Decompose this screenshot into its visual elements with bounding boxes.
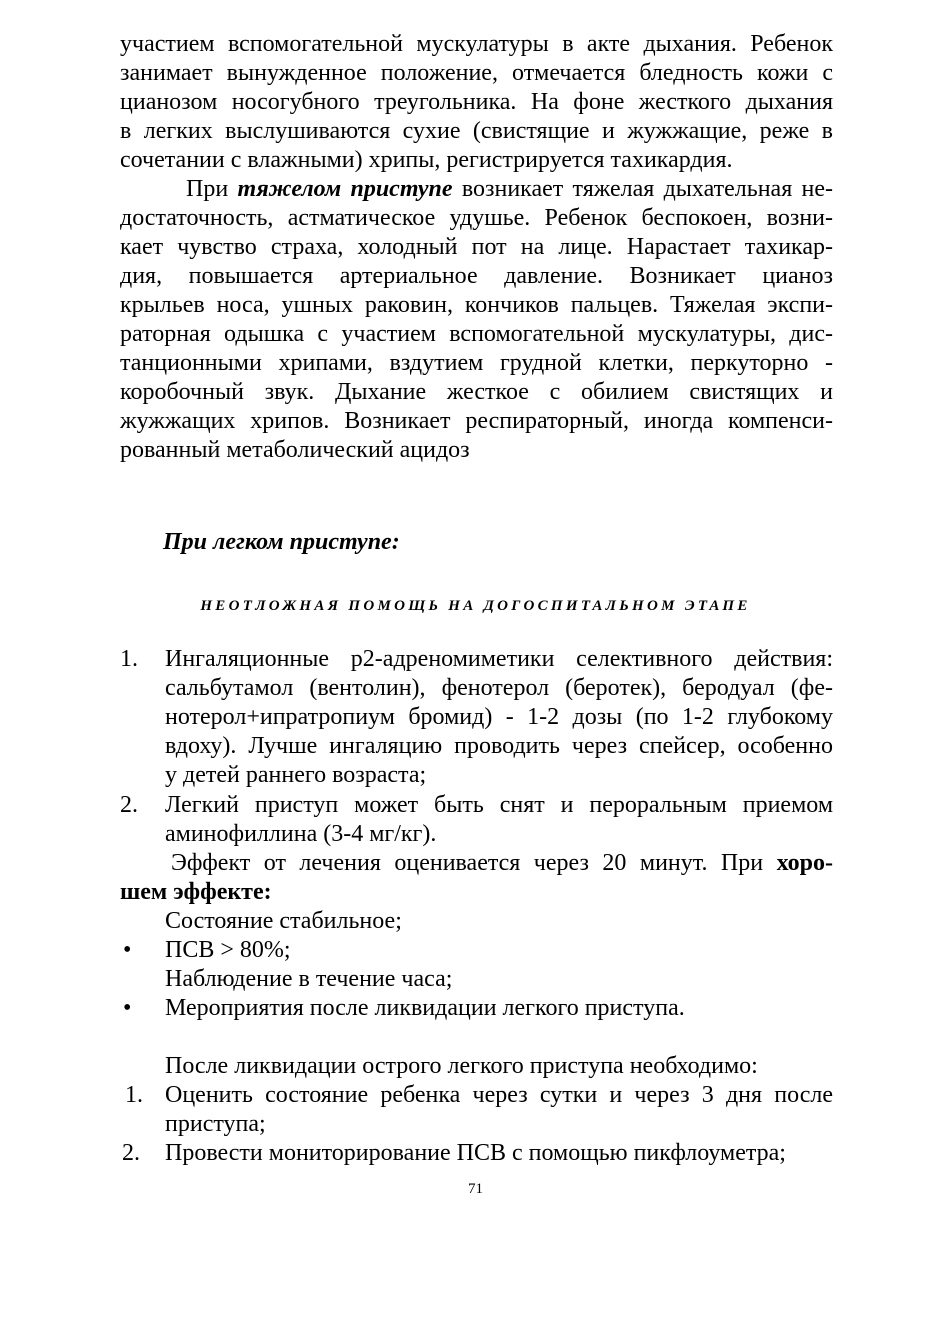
text-line: Состояние стабильное; bbox=[165, 908, 402, 934]
text-line: После ликвидации острого легкого приступа необходимо: bbox=[165, 1053, 758, 1079]
text-line: рованный метаболический ацидоз bbox=[120, 437, 470, 463]
text-line: ПСВ > 80%; bbox=[165, 937, 291, 963]
text-line: коробочный звук. Дыхание жесткое с обилием свистящих и bbox=[120, 379, 833, 405]
bold-fragment: хоро- bbox=[776, 850, 833, 876]
text-fragment: Эффект от лечения оценивается через 20 минут. При bbox=[171, 850, 777, 876]
text-line: у детей раннего возраста; bbox=[165, 762, 427, 788]
text-line: кает чувство страха, холодный пот на лице. Нарастает тахикар- bbox=[120, 234, 833, 260]
text-fragment: возникает тяжелая дыхательная не- bbox=[452, 176, 834, 202]
text-line: Мероприятия после ликвидации легкого приступа. bbox=[165, 995, 685, 1021]
text-line: жужжащих хрипов. Возникает респираторный, иногда компенси- bbox=[120, 408, 833, 434]
text-line: раторная одышка с участием вспомогательной мускулатуры, дис- bbox=[120, 321, 833, 347]
section-heading: При легком приступе: bbox=[163, 529, 400, 555]
text-line: крыльев носа, ушных раковин, кончиков пальцев. Тяжелая экспи- bbox=[120, 292, 833, 318]
text-fragment: При bbox=[186, 176, 238, 202]
text-line bbox=[120, 175, 833, 204]
section-subheading: НЕОТЛОЖНАЯ ПОМОЩЬ НА ДОГОСПИТАЛЬНОМ ЭТАПЕ bbox=[200, 598, 751, 614]
bullet-icon: • bbox=[123, 995, 132, 1021]
text-line bbox=[120, 849, 833, 878]
text-line: сочетании с влажными) хрипы, регистрируется тахикардия. bbox=[120, 147, 733, 173]
text-line: участием вспомогательной мускулатуры в акте дыхания. Ребенок bbox=[120, 31, 833, 57]
text-line: Легкий приступ может быть снят и пероральным приемом bbox=[165, 792, 833, 818]
text-line: приступа; bbox=[165, 1111, 266, 1137]
text-line: цианозом носогубного треугольника. На фоне жесткого дыхания bbox=[120, 89, 833, 115]
text-line: Провести мониторирование ПСВ с помощью пикфлоуметра; bbox=[165, 1140, 786, 1166]
bullet-icon: • bbox=[123, 937, 132, 963]
list-item-text bbox=[165, 645, 833, 790]
intro-paragraph bbox=[120, 30, 833, 175]
list-number: 1. bbox=[125, 1082, 143, 1108]
severe-attack-emphasis: тяжелом приступе bbox=[237, 176, 453, 202]
text-line: шем эффекте: bbox=[120, 879, 272, 905]
text-line: Оценить состояние ребенка через сутки и через 3 дня после bbox=[165, 1082, 833, 1108]
text-line: в легких выслушиваются сухие (свистящие и жужжащие, реже в bbox=[120, 118, 833, 144]
text-line: танционными хрипами, вздутием грудной клетки, перкуторно - bbox=[120, 350, 833, 376]
text-line: Ингаляционные р2-адреномиметики селективного действия: bbox=[165, 646, 833, 672]
text-line: занимает вынужденное положение, отмечается бледность кожи с bbox=[120, 60, 833, 86]
list-number: 2. bbox=[120, 792, 138, 818]
page-number: 71 bbox=[468, 1181, 483, 1197]
text-line: дия, повышается артериальное давление. Возникает цианоз bbox=[120, 263, 833, 289]
list-number: 1. bbox=[120, 646, 138, 672]
text-line: аминофиллина (3-4 мг/кг). bbox=[165, 821, 437, 847]
text-line: сальбутамол (вентолин), фенотерол (беротек), беродуал (фе- bbox=[165, 675, 833, 701]
list-item-text bbox=[165, 791, 833, 849]
list-number: 2. bbox=[122, 1140, 140, 1166]
text-line: Наблюдение в течение часа; bbox=[165, 966, 453, 992]
text-line: достаточность, астматическое удушье. Ребенок беспокоен, возни- bbox=[120, 205, 833, 231]
text-line: нотерол+ипратропиум бромид) - 1-2 дозы (по 1-2 глубокому bbox=[165, 704, 833, 730]
effect-paragraph bbox=[120, 849, 833, 907]
severe-attack-paragraph bbox=[120, 175, 833, 465]
text-line: вдоху). Лучше ингаляцию проводить через спейсер, особенно bbox=[165, 733, 833, 759]
